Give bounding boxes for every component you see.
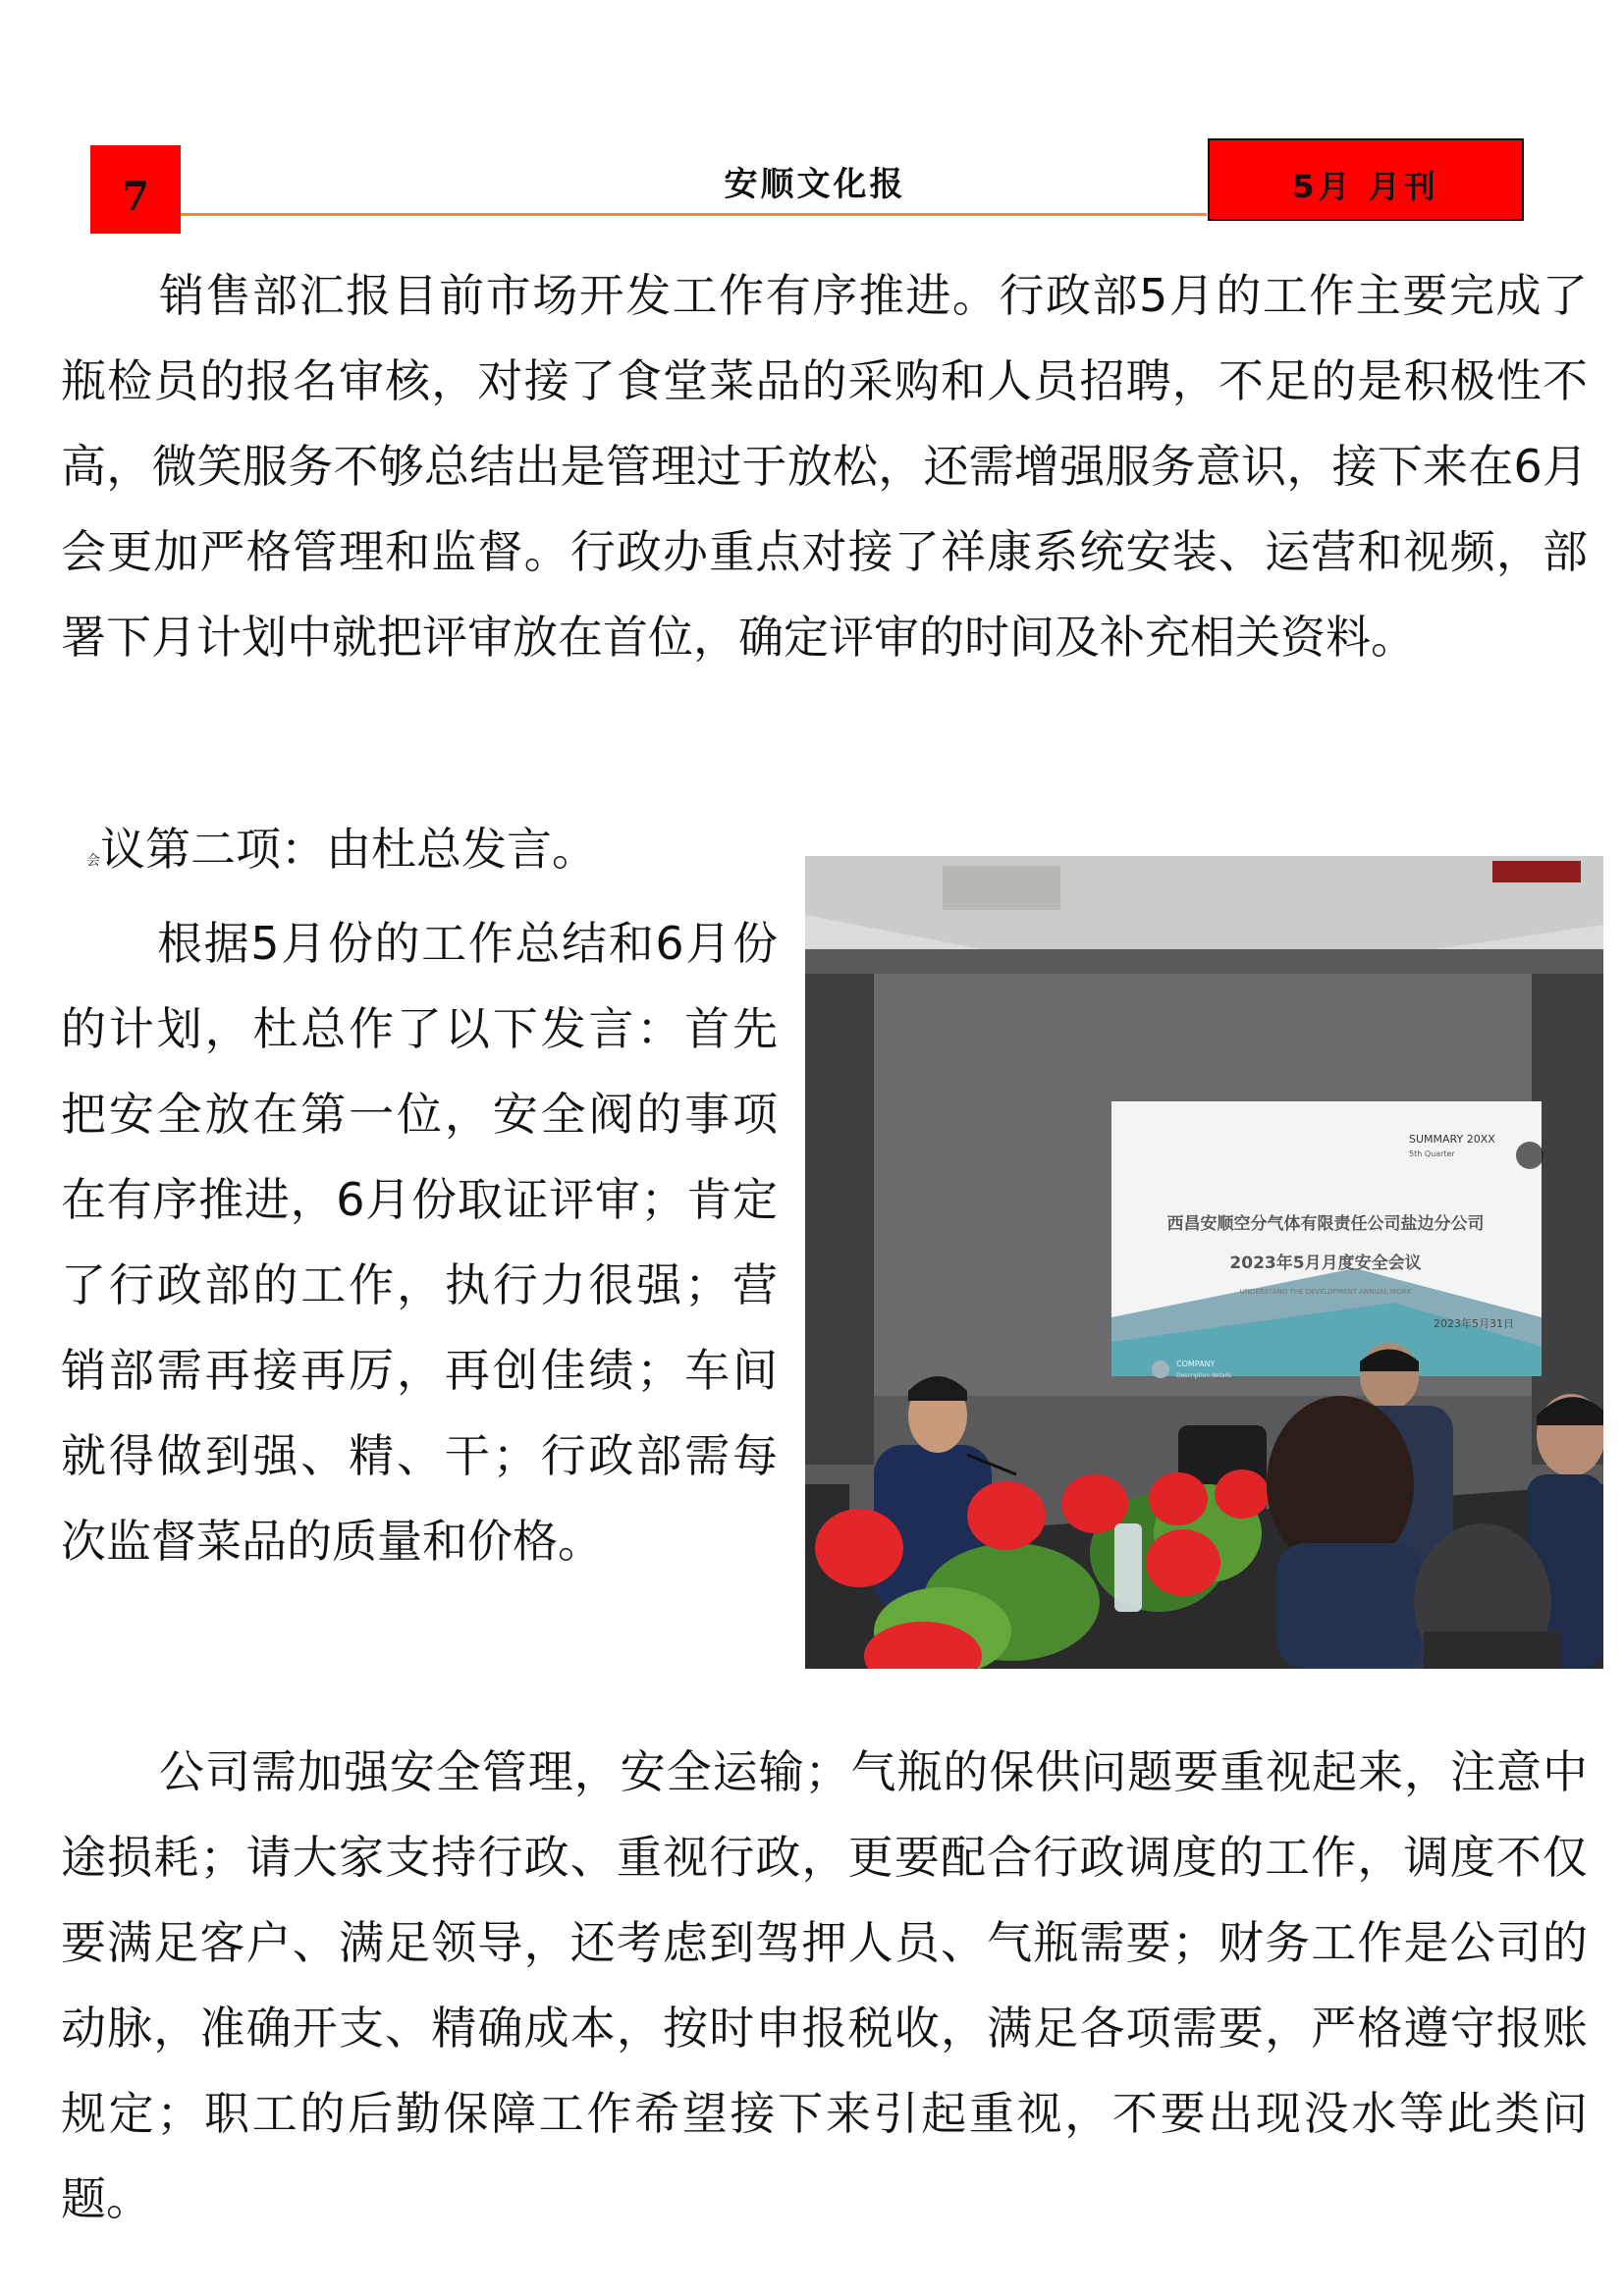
slide-logo-sub: Description details [1176,1372,1232,1379]
slide-meeting-title: 2023年5月月度安全会议 [1229,1254,1422,1273]
slide-corner-title: SUMMARY 20XX [1409,1133,1495,1146]
agenda-small-char: 会 [86,853,100,869]
slide-date: 2023年5月31日 [1434,1317,1514,1330]
paragraph-speech-summary: 根据5月份的工作总结和6月份的计划，杜总作了以下发言：首先把安全放在第一位，安全阀的事项在有序推进，6月份取证评审；肯定了行政部的工作，执行力很强；营销部需再接再厉，再创佳绩；车间就得做到强、精、干；行政部需每次监督菜品的质量和价格。 [61,917,778,1568]
projection-screen [1111,1101,1543,1379]
agenda-item-heading [86,818,597,892]
paper-title: 安顺文化报 [724,165,906,204]
page-number: 7 [122,173,149,220]
slide-company-title: 西昌安顺空分气体有限责任公司盐边分公司 [1166,1214,1485,1234]
paragraph-department-reports: 销售部汇报目前市场开发工作有序推进。行政部5月的工作主要完成了瓶检员的报名审核，对接了食堂菜品的采购和人员招聘，不足的是积极性不高，微笑服务不够总结出是管理过于放松，还需增强服务意识，接下来在6月会更加严格管理和监督。行政办重点对接了祥康系统安装、运营和视频，部署下月计划中就把评审放在首位，确定评审的时间及补充相关资料。 [61,269,1588,664]
slide-corner-sub: 5th Quarter [1409,1149,1455,1158]
issue-label: 5月 月刊 [1292,168,1439,205]
slide-logo-text: COMPANY [1176,1360,1216,1368]
agenda-heading-text: 议第二项：由杜总发言。 [100,823,597,876]
slide-subtitle: UNDERSTAND THE DEVELOPMENT ANNUAL WORK [1239,1288,1412,1296]
header-divider [181,213,1207,216]
issue-box [1208,138,1524,221]
paragraph-management-requirements: 公司需加强安全管理，安全运输；气瓶的保供问题要重视起来，注意中途损耗；请大家支持行政、重视行政，更要配合行政调度的工作，调度不仅要满足客户、满足领导，还考虑到驾押人员、气瓶需要；财务工作是公司的动脉，准确开支、精确成本，按时申报税收，满足各项需要，严格遵守报账规定；职工的后勤保障工作希望接下来引起重视，不要出现没水等此类问题。 [61,1745,1588,2225]
meeting-photo [805,856,1603,1669]
page-number-box [90,145,181,234]
